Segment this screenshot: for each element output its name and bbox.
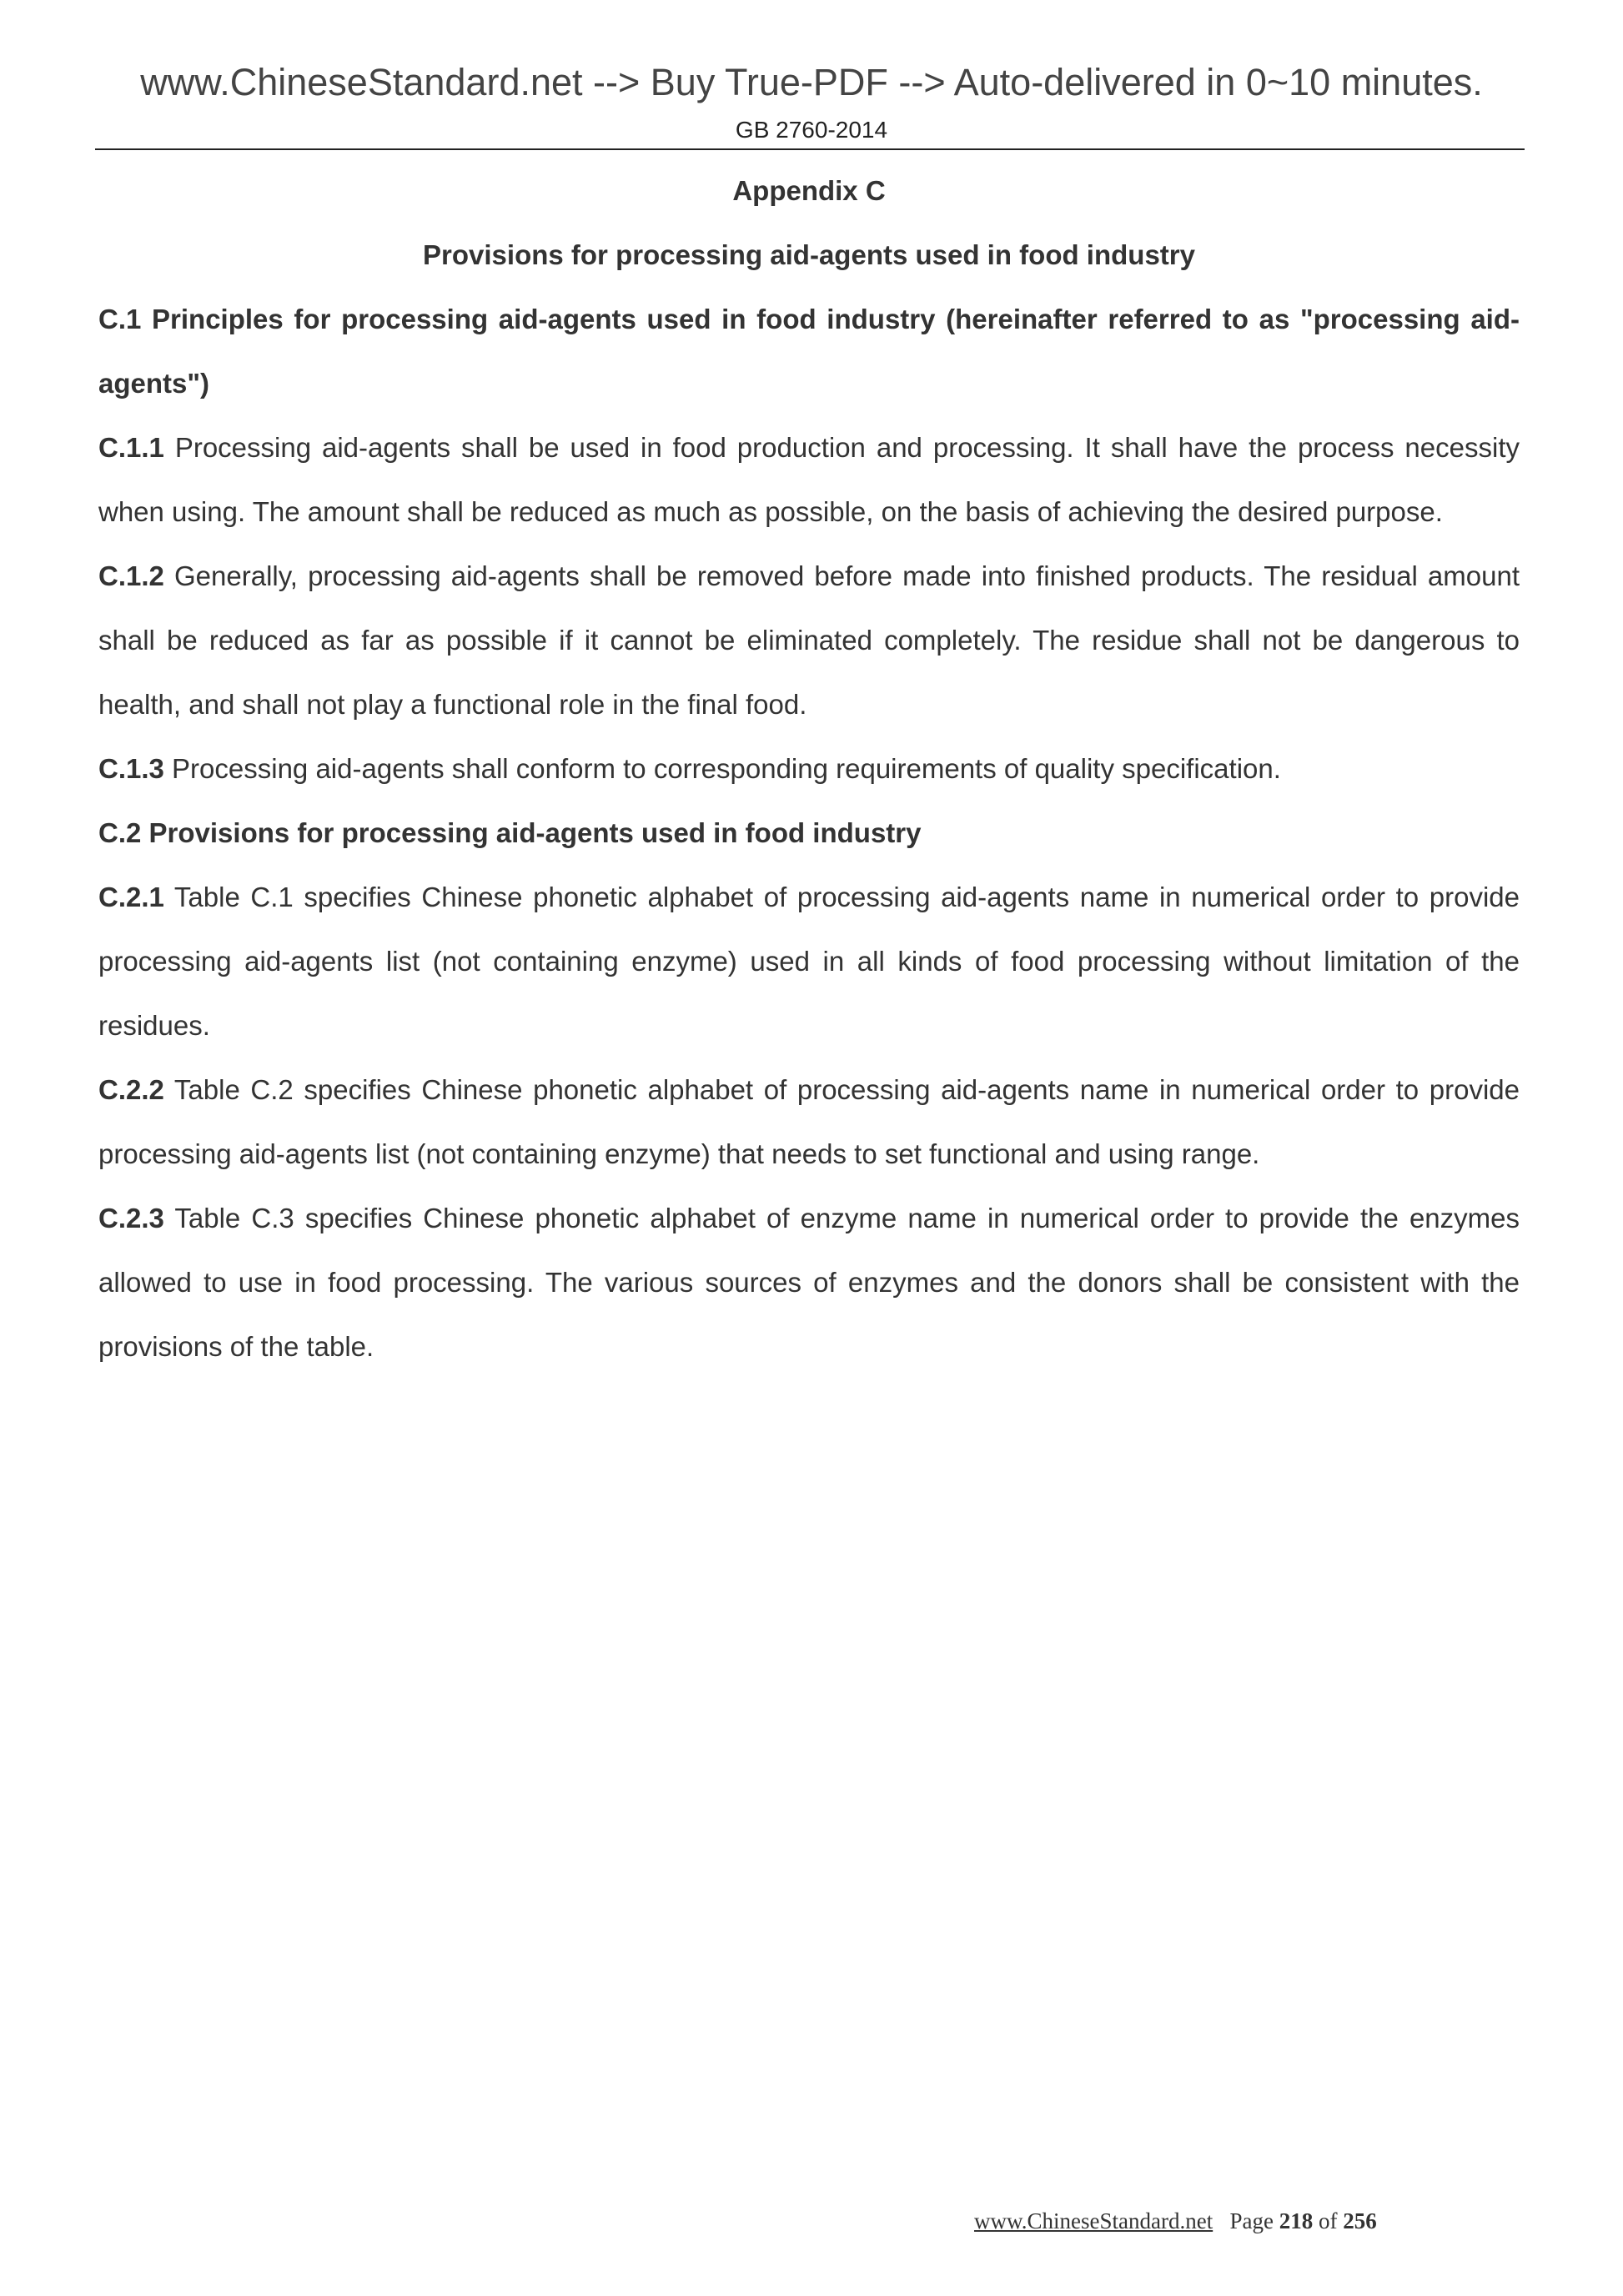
clause-text: Processing aid-agents shall be used in food production and processing. It shall have the process necessity when using. The amount shall be reduced as much as possible, on the basis of achieving the desired purpose. — [98, 432, 1520, 527]
section-c1-heading: C.1 Principles for processing aid-agents used in food industry (hereinafter referred to as "processing aid-agents") — [98, 304, 1520, 399]
clause-text: Table C.3 specifies Chinese phonetic alphabet of enzyme name in numerical order to provide the enzymes allowed to use in food processing. The various sources of enzymes and the donors shall be consistent with the provisions of the table. — [98, 1203, 1520, 1362]
total-pages: 256 — [1343, 2208, 1377, 2233]
clause-number: C.1.1 — [98, 432, 164, 463]
section-c2-heading: C.2 Provisions for processing aid-agents used in food industry — [98, 817, 922, 848]
clause-number: C.2.1 — [98, 882, 164, 912]
clause-c2-1 — [98, 865, 1520, 1058]
appendix-subtitle: Provisions for processing aid-agents used in food industry — [423, 239, 1195, 270]
banner-text: www.ChineseStandard.net --> Buy True-PDF --> Auto-delivered in 0~10 minutes. — [140, 61, 1483, 103]
clause-number: C.2.3 — [98, 1203, 164, 1233]
clause-c2-3 — [98, 1186, 1520, 1379]
site-link[interactable]: www.ChineseStandard.net — [974, 2208, 1213, 2233]
page-footer — [974, 2208, 1377, 2234]
clause-text: Generally, processing aid-agents shall be removed before made into finished products. The residual amount shall be reduced as far as possible if it cannot be eliminated completely. The residue shall not be dangerous to health, and shall not play a functional role in the final food. — [98, 560, 1520, 720]
clause-text: Table C.2 specifies Chinese phonetic alphabet of processing aid-agents name in numerical order to provide processing aid-agents list (not containing enzyme) that needs to set functional and using range. — [98, 1074, 1520, 1169]
clause-c1-2 — [98, 544, 1520, 736]
clause-number: C.1.2 — [98, 560, 164, 591]
clause-c2-2 — [98, 1058, 1520, 1186]
clause-c1-3 — [98, 736, 1520, 801]
clause-number: C.2.2 — [98, 1074, 164, 1105]
page-word: Page — [1229, 2208, 1274, 2233]
clause-text: Processing aid-agents shall conform to corresponding requirements of quality specification. — [163, 753, 1281, 784]
of-word: of — [1318, 2208, 1338, 2233]
header-divider — [95, 148, 1525, 150]
clause-text: Table C.1 specifies Chinese phonetic alphabet of processing aid-agents name in numerical order to provide processing aid-agents list (not containing enzyme) used in all kinds of food processing without limitation of the residues. — [98, 882, 1520, 1041]
document-body — [98, 158, 1520, 1379]
clause-c1-1 — [98, 415, 1520, 544]
appendix-title: Appendix C — [732, 175, 886, 206]
page-number: 218 — [1279, 2208, 1314, 2233]
standard-code: GB 2760-2014 — [735, 117, 888, 143]
clause-number: C.1.3 — [98, 753, 164, 784]
